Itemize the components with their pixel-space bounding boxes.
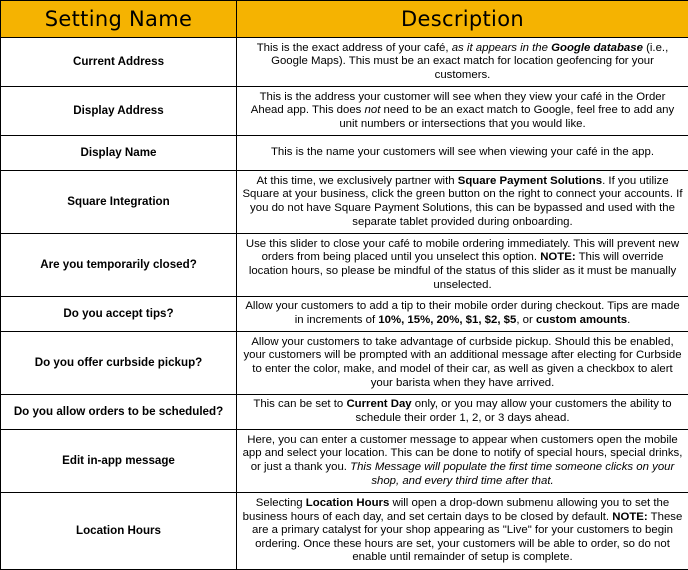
description-cell [237,171,688,234]
table-row [1,136,688,171]
description-text: This will override location hours, so please be mindful of the status of this slider as it must be manually unselected. [249,251,676,290]
setting-name-cell: Do you offer curbside pickup? [1,332,237,395]
table-row [1,171,688,234]
description-text: Allow your customers to add a tip to their mobile order during checkout. Tips are made in increments of [245,300,679,326]
setting-name-cell: Display Name [1,136,237,171]
description-cell [237,430,688,493]
description-text: NOTE: [612,511,647,523]
setting-name-cell: Do you accept tips? [1,297,237,332]
description-text: need to be an exact match to Google, feel free to add any unit numbers or intersections that you would like. [339,104,674,130]
table-row [1,38,688,87]
description-text: (i.e., Google Maps). This must be an exact match for location geofencing for your customers. [271,42,668,81]
description-text: These are a primary catalyst for your shop appearing as "Live" for your customers to begin ordering. Once these hours are set, your customers will be able to order, so do not enable until remainder of setup is complete. [252,511,682,564]
table-row [1,87,688,136]
setting-name-cell: Are you temporarily closed? [1,234,237,297]
setting-name-cell: Location Hours [1,493,237,570]
table-row [1,234,688,297]
setting-name-cell: Edit in-app message [1,430,237,493]
description-text: only, or you may allow your customers the ability to schedule their order 1, 2, or 3 days ahead. [355,398,671,424]
table-row [1,332,688,395]
description-text: . [627,314,630,326]
description-text: Google database [551,42,643,54]
description-cell [237,136,688,171]
setting-name-cell: Square Integration [1,171,237,234]
description-cell [237,493,688,570]
description-text: . If you utilize Square at your business, click the green button on the right to connect your accounts. If you do not have Square Payment Solutions, this can be bypassed and used with the separate tablet provided during onboarding. [242,175,682,228]
description-text: Here, you can enter a customer message to appear when customers open the mobile app and select your location. This can be done to notify of special hours, special drinks, or just a thank you. [243,434,683,473]
description-cell [237,332,688,395]
description-text: Square Payment Solutions [458,175,602,187]
description-text: This is the address your customer will see when they view your café in the Order Ahead app. This does [251,91,666,117]
description-text: Current Day [346,398,411,410]
description-cell [237,87,688,136]
table-row [1,395,688,430]
description-text: This Message will populate the first time someone clicks on your shop, and every third time after that. [350,461,674,487]
description-text: 10%, 15%, 20%, $1, $2, $5 [378,314,516,326]
setting-name-cell: Current Address [1,38,237,87]
description-text: At this time, we exclusively partner with [256,175,457,187]
description-text: This is the exact address of your café, [257,42,452,54]
description-text: NOTE: [540,251,575,263]
setting-name-cell: Do you allow orders to be scheduled? [1,395,237,430]
description-cell [237,395,688,430]
description-text: not [365,104,381,116]
description-text: Selecting [256,497,306,509]
description-cell [237,38,688,87]
table-row [1,430,688,493]
description-text: will open a drop-down submenu allowing you to set the business hours of each day, and set certain days to be closed by default. [243,497,670,523]
header-description: Description [237,1,688,38]
description-text: Use this slider to close your café to mobile ordering immediately. This will prevent new orders from being placed until you unselect this option. [246,238,679,264]
description-text: , or [516,314,536,326]
table-row [1,493,688,570]
description-text: This can be set to [253,398,346,410]
description-cell [237,234,688,297]
description-text: as it appears in the [452,42,551,54]
setting-name-cell: Display Address [1,87,237,136]
description-text: Location Hours [306,497,390,509]
header-setting-name: Setting Name [1,1,237,38]
description-text: Allow your customers to take advantage of curbside pickup. Should this be enabled, your customers will be prompted with an additional message after electing for Curbside to enter the color, make, and model of their car, as well as given a checkbox to alert your barista when they have arrived. [243,336,681,389]
table-row [1,297,688,332]
header-row [1,1,688,38]
description-text: This is the name your customers will see when viewing your café in the app. [271,146,654,158]
description-cell [237,297,688,332]
description-text: custom amounts [536,314,627,326]
